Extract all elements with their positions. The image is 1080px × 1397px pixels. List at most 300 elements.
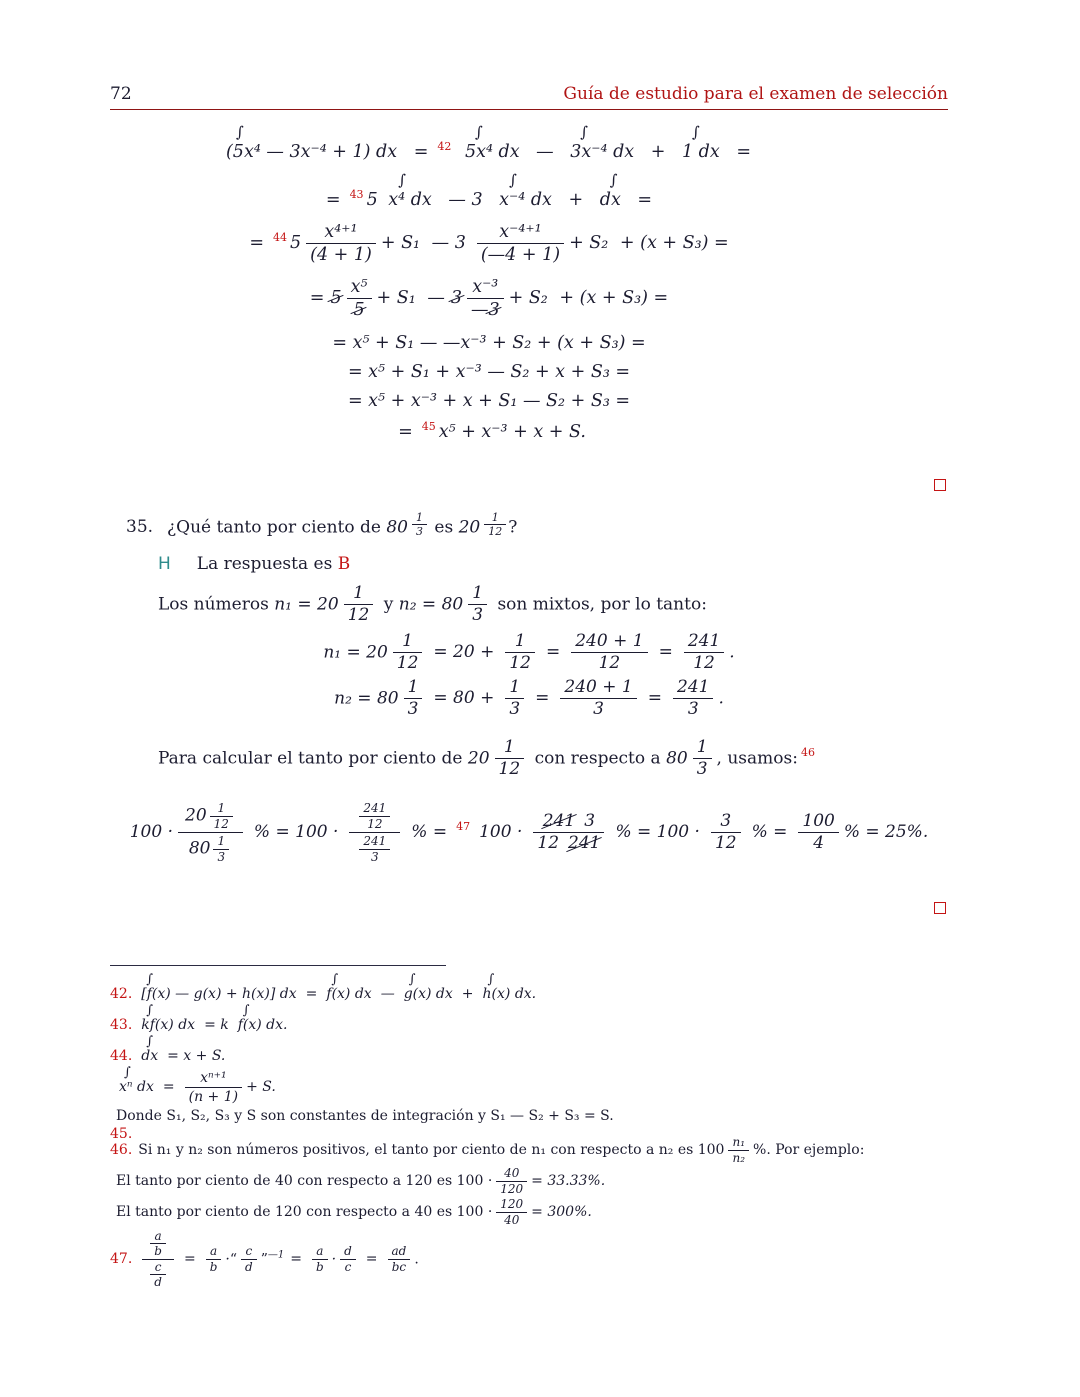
numerator: a — [316, 1244, 324, 1259]
fraction — [560, 678, 636, 720]
denominator — [178, 832, 243, 865]
footnote-42 — [110, 974, 948, 1002]
integrand: h(x) dx. — [482, 986, 537, 1003]
numerator: 240 + 1 — [575, 630, 644, 651]
plus-sign: + — [650, 142, 666, 162]
denominator: (—4 + 1) — [477, 243, 564, 265]
hint-marker: H — [158, 553, 171, 574]
integrand: x⁴ dx — [388, 190, 432, 210]
equals-sign: = — [413, 142, 429, 162]
integral-icon: ∫ — [235, 123, 244, 141]
integrand: g(x) dx — [403, 986, 453, 1003]
numerator: 1 — [509, 676, 521, 697]
integral-term — [141, 974, 296, 1002]
denominator: 3 — [560, 698, 636, 720]
term: + S₁ — [380, 233, 421, 254]
term: + S₂ — [508, 288, 548, 309]
integral-icon: ∫ — [474, 123, 483, 141]
coefficient: 5 — [289, 233, 302, 254]
term: + (x + S₃) = — [559, 288, 669, 309]
value: 3 — [584, 810, 596, 831]
numerator: 3 — [720, 810, 732, 831]
equals-sign: = — [249, 233, 264, 254]
fraction — [347, 277, 372, 320]
denominator: 3 — [404, 698, 423, 720]
equals-sign: = — [325, 190, 341, 210]
text: Para calcular el tanto por ciento de — [158, 748, 463, 769]
cancelled-value: 3 — [488, 300, 500, 321]
denominator: 3 — [693, 758, 712, 780]
numerator: c — [154, 1259, 162, 1274]
numerator: 241 — [363, 800, 387, 815]
display-equation — [110, 678, 948, 720]
term: + S₁ — [376, 288, 416, 309]
fraction — [388, 1245, 411, 1273]
denominator — [142, 1259, 174, 1289]
integral-term — [570, 123, 635, 162]
equals-sign: = — [637, 190, 653, 210]
fraction — [185, 1070, 242, 1105]
numerator: 40 — [504, 1166, 520, 1181]
variable: n₂ = 80 — [398, 594, 464, 615]
equals-sign: % = — [411, 822, 448, 843]
footnotes — [110, 965, 948, 1289]
fraction — [496, 1198, 527, 1226]
footnote-separator — [110, 965, 446, 966]
integral-term — [464, 123, 520, 162]
footnote-number: 46. — [110, 1142, 133, 1159]
integral-term — [238, 1005, 288, 1033]
text: %. Por ejemplo: — [753, 1142, 865, 1159]
integrand: dx — [599, 190, 621, 210]
integral-icon: ∫ — [609, 171, 618, 189]
integral-icon: ∫ — [146, 1034, 154, 1050]
fraction — [150, 1230, 166, 1258]
denominator: 40 — [496, 1212, 527, 1227]
footnote-43 — [110, 1005, 948, 1033]
minus-sign: — — [470, 300, 489, 321]
integrand: 1 dx — [681, 142, 720, 162]
numerator: 1 — [407, 676, 419, 697]
numerator: 1 — [491, 510, 499, 524]
equation-line — [110, 222, 868, 265]
integral-term — [141, 1036, 158, 1064]
denominator: 12 — [344, 604, 374, 626]
qed-box-icon — [934, 479, 946, 491]
denominator: d — [241, 1259, 257, 1274]
problem-35-question — [126, 512, 948, 538]
footnote-46-example-2 — [116, 1198, 948, 1226]
fraction — [340, 1245, 356, 1273]
equals-sign: = — [658, 642, 673, 663]
denominator: n₂ — [728, 1150, 749, 1165]
result: = 33.33%. — [531, 1173, 606, 1190]
numerator: x⁵ — [350, 277, 368, 298]
dot-operator: · — [225, 1251, 230, 1268]
cancelled-value: 241 — [568, 833, 601, 854]
term: 100 · — [129, 822, 173, 843]
integral-term — [404, 974, 453, 1002]
answer-line — [158, 554, 948, 574]
denominator — [533, 832, 604, 854]
equals-sign: = — [290, 1251, 302, 1268]
denominator: bc — [388, 1259, 411, 1274]
minus-term: — 3 — [431, 233, 466, 254]
equation-line — [110, 123, 868, 162]
footnote-44-continued — [116, 1067, 948, 1105]
term: + S. — [246, 1079, 276, 1096]
footnote-44 — [110, 1036, 948, 1064]
numerator: x⁻³ — [472, 277, 499, 298]
denominator: 120 — [496, 1181, 527, 1196]
numerator: 240 + 1 — [564, 676, 633, 697]
numerator: 241 — [687, 630, 721, 651]
denominator: 12 — [359, 816, 390, 831]
fraction — [798, 812, 838, 854]
fraction — [728, 1136, 749, 1164]
integrand: x⁻⁴ dx — [499, 190, 552, 210]
equation-line: = x⁵ + S₁ — —x⁻³ + S₂ + (x + S₃) = — [332, 332, 646, 353]
plus-sign: + — [568, 190, 584, 210]
cancelled-coefficient: 3 — [450, 288, 462, 309]
variable: n₁ = 20 — [274, 594, 339, 615]
solution-paragraph — [158, 738, 948, 780]
mixed-number: 20 — [458, 517, 481, 538]
denominator: 12 — [711, 832, 741, 854]
integral-icon: ∫ — [398, 171, 407, 189]
denominator: 12 — [393, 652, 423, 674]
numerator: n₁ — [732, 1134, 746, 1149]
fraction — [495, 738, 525, 780]
fraction — [693, 738, 712, 780]
fraction — [150, 1261, 166, 1289]
answer-text: La respuesta es — [196, 553, 333, 574]
numerator: 1 — [217, 834, 226, 849]
fraction — [711, 812, 741, 854]
cancelled-coefficient: 5 — [330, 288, 342, 309]
fraction — [241, 1245, 257, 1273]
cancelled-value: 241 — [542, 810, 576, 831]
integral-term — [326, 974, 371, 1002]
integral-icon: ∫ — [146, 972, 154, 988]
term: = k — [204, 1017, 229, 1034]
text: Los números — [158, 594, 269, 615]
integral-icon: ∫ — [242, 1003, 250, 1019]
integral-icon: ∫ — [331, 972, 339, 988]
term: + S₂ — [569, 233, 609, 254]
numerator — [349, 800, 400, 832]
fraction — [571, 632, 647, 674]
equation-line: = x⁵ + S₁ + x⁻³ — S₂ + x + S₃ = — [347, 361, 631, 382]
fraction — [344, 584, 374, 626]
fraction — [496, 1167, 527, 1195]
integral-icon: ∫ — [124, 1065, 131, 1081]
numerator: x⁻⁴⁺¹ — [499, 222, 542, 242]
equation-line — [110, 420, 868, 442]
integrand: f(x) dx. — [237, 1017, 288, 1034]
integral-term — [225, 123, 398, 162]
numerator: 100 — [802, 810, 835, 831]
text: El tanto por ciento de 40 con respecto a 120 es 100 · — [116, 1173, 493, 1190]
equals-sign: = — [305, 986, 318, 1003]
fraction — [206, 1245, 222, 1273]
big-fraction — [142, 1230, 174, 1289]
plus-sign: + — [461, 986, 474, 1003]
mixed-number: 20 — [185, 805, 207, 826]
fraction — [468, 584, 487, 626]
denominator: 3 — [359, 849, 390, 864]
integrand: 5x⁴ dx — [464, 142, 520, 162]
integral-term — [483, 974, 537, 1002]
result: = 300%. — [531, 1204, 592, 1221]
period: . — [718, 688, 724, 709]
qed-box-icon — [934, 902, 946, 914]
fraction — [306, 222, 376, 265]
denominator: 12 — [684, 652, 724, 674]
period: . — [729, 642, 735, 663]
left-quote: “ — [229, 1251, 237, 1268]
numerator: 1 — [472, 582, 484, 603]
denominator: 3 — [213, 849, 229, 864]
fraction — [412, 512, 427, 538]
numerator: 1 — [353, 582, 364, 603]
integral-term — [681, 123, 720, 162]
fraction — [210, 802, 233, 830]
footnote-ref: 42 — [437, 140, 452, 153]
equals-sign: = — [162, 1079, 175, 1096]
problem-number: 35. — [126, 517, 154, 538]
numerator: xⁿ⁺¹ — [200, 1069, 227, 1086]
numerator: 1 — [514, 630, 526, 651]
fraction — [533, 812, 604, 854]
term: % = 100 · — [253, 822, 339, 843]
fraction — [213, 835, 229, 863]
denominator: 4 — [798, 832, 838, 854]
denominator: (n + 1) — [185, 1087, 242, 1105]
numerator: 120 — [500, 1197, 524, 1212]
fraction — [467, 277, 504, 320]
denominator: (4 + 1) — [306, 243, 376, 265]
solution-paragraph — [158, 584, 948, 626]
exponent: —1 — [267, 1249, 285, 1261]
question-text: es — [434, 517, 454, 538]
denominator: 3 — [673, 698, 713, 720]
numerator: a — [209, 1244, 218, 1259]
text: con respecto a — [534, 748, 661, 769]
footnote-45-text — [116, 1108, 948, 1124]
numerator: 1 — [402, 630, 413, 651]
integral-term — [119, 1067, 154, 1095]
denominator: 3 — [468, 604, 487, 626]
qed-row — [110, 899, 946, 919]
equals-sign: = — [183, 1251, 196, 1268]
display-equation — [110, 632, 948, 674]
derivation-block — [110, 123, 948, 442]
numerator — [533, 812, 604, 833]
numerator: c — [245, 1244, 253, 1259]
integral-icon: ∫ — [691, 123, 700, 141]
numerator: 1 — [696, 736, 708, 757]
term: x⁵ + x⁻³ + x + S. — [438, 421, 586, 442]
numerator: 1 — [217, 800, 226, 815]
footnote-46 — [110, 1136, 948, 1164]
minus-term: — 3 — [448, 190, 483, 210]
text: El tanto por ciento de 120 con respecto a 40 es 100 · — [116, 1204, 493, 1221]
term: = 20 + — [433, 642, 495, 663]
footnote-ref: 46 — [800, 746, 815, 760]
footnote-46-example-1 — [116, 1167, 948, 1195]
footnote-47 — [110, 1230, 948, 1289]
denominator: b — [150, 1243, 166, 1258]
fraction — [312, 1245, 328, 1273]
right-quote: ” — [260, 1251, 268, 1268]
text: Donde S₁, S₂, S₃ y S son constantes de integración y S₁ — S₂ + S₃ = S. — [116, 1107, 614, 1124]
big-fraction — [349, 800, 400, 865]
equals-sign: = — [365, 1251, 378, 1268]
footnote-ref: 44 — [272, 231, 287, 245]
footnote-number: 43. — [110, 1017, 133, 1034]
integrand: xⁿ dx — [119, 1079, 154, 1096]
mixed-number: 80 — [188, 838, 211, 859]
equals-sign: = — [398, 421, 413, 442]
mixed-number: 80 — [666, 748, 688, 769]
denominator — [467, 298, 504, 320]
term: % = 100 · — [615, 822, 700, 843]
denominator: 12 — [505, 652, 535, 674]
equation-line — [110, 277, 868, 320]
fraction — [359, 802, 390, 830]
value: 12 — [537, 833, 560, 854]
equals-sign: % = — [751, 822, 788, 843]
denominator: 12 — [210, 816, 233, 831]
question-text: ¿Qué tanto por ciento de — [167, 517, 381, 538]
text: Si n₁ y n₂ son números positivos, el tanto por ciento de n₁ con respecto a n₂ es 100 — [138, 1142, 725, 1159]
fraction — [359, 835, 390, 863]
equals-sign: = — [736, 142, 751, 162]
integral-term — [388, 171, 432, 210]
denominator: b — [312, 1259, 328, 1274]
integral-term — [499, 171, 552, 210]
text: y — [383, 594, 394, 615]
lhs: n₁ = 20 — [323, 642, 388, 663]
lhs: n₂ = 80 — [334, 688, 399, 709]
numerator — [178, 800, 243, 832]
fraction — [393, 632, 423, 674]
fraction — [673, 678, 713, 720]
minus-sign: — — [380, 986, 395, 1003]
numerator: d — [344, 1244, 352, 1259]
numerator — [142, 1230, 174, 1259]
footnote-number: 45. — [110, 1125, 133, 1142]
numerator: 1 — [415, 510, 423, 524]
question-mark: ? — [508, 517, 518, 538]
qed-row — [110, 476, 946, 496]
denominator: 12 — [484, 524, 506, 538]
denominator: c — [340, 1259, 356, 1274]
term: = 80 + — [433, 688, 495, 709]
denominator — [349, 832, 400, 865]
result: % = 25%. — [843, 822, 929, 843]
footnote-ref: 43 — [349, 188, 364, 201]
equals-sign: = — [535, 688, 550, 709]
big-fraction — [178, 800, 243, 865]
page-number: 72 — [110, 84, 132, 104]
page-title: Guía de estudio para el examen de selección — [563, 84, 948, 104]
minus-sign: — — [536, 142, 554, 162]
footnote-number: 42. — [110, 986, 133, 1003]
cancelled-value: 5 — [353, 300, 365, 321]
text: , usamos: — [716, 748, 798, 769]
integral-icon: ∫ — [487, 972, 495, 988]
equals-sign: = — [309, 288, 325, 309]
integral-term — [141, 1005, 195, 1033]
equals-sign: = — [545, 642, 561, 663]
footnote-ref: 47 — [456, 820, 471, 834]
fraction — [684, 632, 724, 674]
denominator: 3 — [412, 524, 427, 538]
denominator: b — [206, 1259, 222, 1274]
term: + (x + S₃) = — [619, 233, 729, 254]
text: son mixtos, por lo tanto: — [497, 594, 707, 615]
integrand: (5x⁴ — 3x⁻⁴ + 1) dx — [225, 142, 398, 162]
denominator — [347, 298, 372, 320]
denominator: 12 — [571, 652, 647, 674]
integrand: 3x⁻⁴ dx — [570, 142, 635, 162]
numerator: a — [154, 1228, 162, 1243]
equals-sign: = — [647, 688, 662, 709]
coefficient: 5 — [366, 190, 378, 210]
answer-letter: B — [337, 553, 351, 574]
fraction — [505, 678, 524, 720]
integrand: kf(x) dx — [141, 1017, 196, 1034]
numerator: ad — [391, 1244, 407, 1259]
fraction — [484, 512, 506, 538]
page-header — [110, 84, 948, 110]
footnote-number: 44. — [110, 1048, 133, 1065]
numerator: 1 — [503, 736, 515, 757]
mixed-number: 80 — [386, 517, 408, 538]
fraction — [505, 632, 535, 674]
fraction — [477, 222, 564, 265]
numerator: x⁴⁺¹ — [324, 222, 358, 242]
display-equation — [110, 800, 948, 865]
integral-icon: ∫ — [146, 1003, 154, 1019]
minus-sign: — — [427, 288, 445, 309]
integral-icon: ∫ — [408, 972, 416, 988]
denominator: 3 — [505, 698, 524, 720]
integrand: dx — [141, 1048, 159, 1065]
equation-line: = x⁵ + x⁻³ + x + S₁ — S₂ + S₃ = — [347, 390, 631, 411]
denominator: 12 — [495, 758, 525, 780]
integral-icon: ∫ — [509, 171, 517, 189]
denominator: d — [150, 1274, 166, 1289]
integrand: f(x) dx — [326, 986, 372, 1003]
numerator: 241 — [363, 834, 387, 849]
footnote-ref: 45 — [421, 419, 436, 433]
period: . — [414, 1251, 419, 1268]
mixed-number: 20 — [467, 748, 490, 769]
integral-term — [599, 171, 621, 210]
fraction — [404, 678, 423, 720]
integrand: [f(x) — g(x) + h(x)] dx — [141, 986, 297, 1003]
equation-line — [110, 171, 868, 210]
numerator: 241 — [677, 676, 710, 697]
term: 100 · — [479, 822, 523, 843]
integral-icon: ∫ — [580, 123, 589, 141]
dot-operator: · — [331, 1251, 337, 1268]
footnote-number: 47. — [110, 1251, 133, 1268]
term: = x + S. — [167, 1048, 226, 1065]
